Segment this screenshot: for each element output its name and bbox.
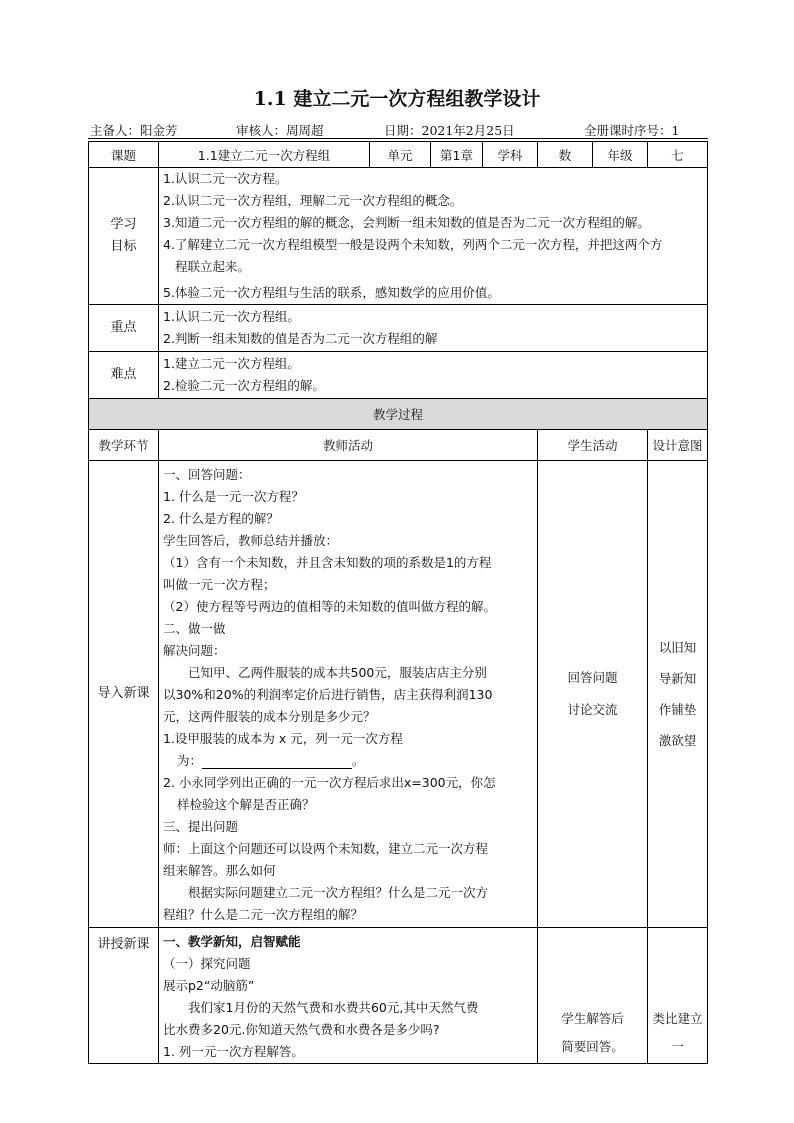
unit-value: 第1章	[431, 142, 483, 168]
goal-item: 程联立起来。	[175, 259, 251, 274]
goal-item: 1.认识二元一次方程。	[163, 171, 288, 186]
text-line: 师：上面这个问题还可以设两个未知数，建立二元一次方程	[163, 841, 489, 856]
text-line: 1. 列一元一次方程解答。	[163, 1044, 304, 1059]
intro-teacher-activity	[159, 461, 538, 928]
key-points-row	[89, 305, 708, 352]
text-line: 学生回答后，教师总结并播放：	[163, 533, 339, 548]
text-line: 比水费多20元.你知道天然气费和水费各是多少吗?	[163, 1022, 440, 1037]
text-line: 一、教学新知，启智赋能	[163, 934, 301, 949]
col-teacher-header: 教师活动	[159, 430, 538, 461]
text-line: 1.设甲服装的成本为 x 元，列一元一次方程	[163, 731, 403, 746]
lecture-student-activity	[538, 928, 648, 1064]
text-line: 程组？什么是二元一次方程组的解？	[163, 907, 364, 922]
process-heading-row	[89, 399, 708, 430]
text-line: 三、提出问题	[163, 819, 239, 834]
text-line: 2. 小永同学列出正确的一元一次方程后求出x=300元，你怎	[163, 775, 496, 790]
difficulty-item: 2.检验二元一次方程组的解。	[163, 378, 325, 393]
text-line: 2. 什么是方程的解？	[163, 511, 279, 526]
text-line: 样检验这个解是否正确？	[177, 797, 315, 812]
difficulty-item: 1.建立二元一次方程组。	[163, 356, 300, 371]
text-line: 一、回答问题：	[163, 467, 251, 482]
text-line: 讨论交流	[567, 702, 618, 717]
grade-value: 七	[648, 142, 708, 168]
meta-underline	[88, 138, 708, 139]
key-points-label: 重点	[89, 305, 159, 352]
text-line: 作铺垫	[658, 702, 697, 717]
difficulties-label: 难点	[89, 352, 159, 399]
topic-label: 课题	[89, 142, 159, 168]
text-line: 解决问题：	[163, 643, 226, 658]
answer-suffix: 。	[352, 753, 365, 768]
intro-student-activity	[538, 461, 648, 928]
unit-label: 单元	[370, 142, 431, 168]
goals-row	[89, 168, 708, 305]
preparer: 主备人：阳金芳	[90, 123, 178, 138]
difficulties-content	[159, 352, 708, 399]
text-line: 回答问题	[567, 670, 618, 685]
goals-content	[159, 168, 708, 305]
serial-number: 全册课时序号：1	[584, 123, 680, 138]
answer-prefix: 为：	[177, 753, 203, 768]
text-line: 展示p2“动脑筋”	[163, 978, 255, 993]
process-columns-row	[89, 430, 708, 461]
lesson-plan-table	[88, 141, 708, 1064]
goal-item: 4.了解建立二元一次方程组模型一般是设两个未知数，列两个二元一次方程，并把这两个方	[163, 237, 663, 252]
text-line: 二、做一做	[163, 621, 226, 636]
lecture-row	[89, 928, 708, 1064]
text-line: 简要回答。	[561, 1039, 624, 1054]
text-line: 元，这两件服装的成本分别是多少元？	[163, 709, 376, 724]
text-line: 激欲望	[658, 733, 697, 748]
info-row	[89, 142, 708, 168]
text-line: 组来解答。那么如何	[163, 863, 276, 878]
intro-row	[89, 461, 708, 928]
key-point-item: 2.判断一组未知数的值是否为二元一次方程组的解	[163, 331, 438, 346]
text-line: 已知甲、乙两件服装的成本共500元，服装店店主分别	[188, 665, 487, 680]
goals-label-line-2: 目标	[110, 239, 137, 254]
text-line: 我们家1月份的天然气费和水费共60元,其中天然气费	[188, 1000, 479, 1015]
intro-design-intent	[648, 461, 708, 928]
col-intent-header: 设计意图	[648, 430, 708, 461]
key-points-content	[159, 305, 708, 352]
text-line: 以30%和20%的利润率定价后进行销售，店主获得利润130	[163, 687, 493, 702]
document-title: 1.1 建立二元一次方程组教学设计	[253, 88, 541, 110]
lecture-design-intent	[648, 928, 708, 1064]
subject-label: 学科	[483, 142, 538, 168]
text-line: 叫做一元一次方程；	[163, 577, 276, 592]
goal-item: 3.知道二元一次方程组的解的概念，会判断一组未知数的值是否为二元一次方程组的解。	[163, 215, 650, 230]
reviewer: 审核人：周周超	[236, 123, 324, 138]
text-line: 以旧知	[658, 640, 697, 655]
lecture-stage: 讲授新课	[89, 928, 159, 1064]
col-student-header: 学生活动	[538, 430, 648, 461]
subject-value: 数	[538, 142, 593, 168]
goals-label	[89, 168, 159, 305]
text-line	[163, 750, 533, 772]
text-line: 类比建立一	[652, 1011, 703, 1054]
meta-row	[88, 121, 708, 139]
text-line: 学生解答后	[561, 1011, 624, 1026]
goal-item: 5.体验二元一次方程组与生活的联系，感知数学的应用价值。	[163, 285, 500, 300]
date: 日期：2021年2月25日	[384, 123, 515, 138]
goals-label-line-1: 学习	[110, 217, 137, 232]
goal-item: 2.认识二元一次方程组，理解二元一次方程组的概念。	[163, 193, 463, 208]
text-line: 导新知	[658, 671, 697, 686]
text-line: （一）探究问题	[163, 956, 251, 971]
difficulties-row	[89, 352, 708, 399]
col-stage-header: 教学环节	[89, 430, 159, 461]
lecture-teacher-activity	[159, 928, 538, 1064]
intro-stage: 导入新课	[89, 461, 159, 928]
text-line: （1）含有一个未知数，并且含未知数的项的系数是1的方程	[163, 555, 492, 570]
answer-blank	[202, 754, 352, 769]
text-line: 根据实际问题建立二元一次方程组？什么是二元一次方	[188, 885, 489, 900]
process-heading: 教学过程	[89, 399, 708, 430]
text-line: 1. 什么是一元一次方程？	[163, 489, 304, 504]
grade-label: 年级	[593, 142, 648, 168]
key-point-item: 1.认识二元一次方程组。	[163, 309, 300, 324]
text-line: （2）使方程等号两边的值相等的未知数的值叫做方程的解。	[163, 599, 496, 614]
topic-value: 1.1建立二元一次方程组	[159, 142, 370, 168]
